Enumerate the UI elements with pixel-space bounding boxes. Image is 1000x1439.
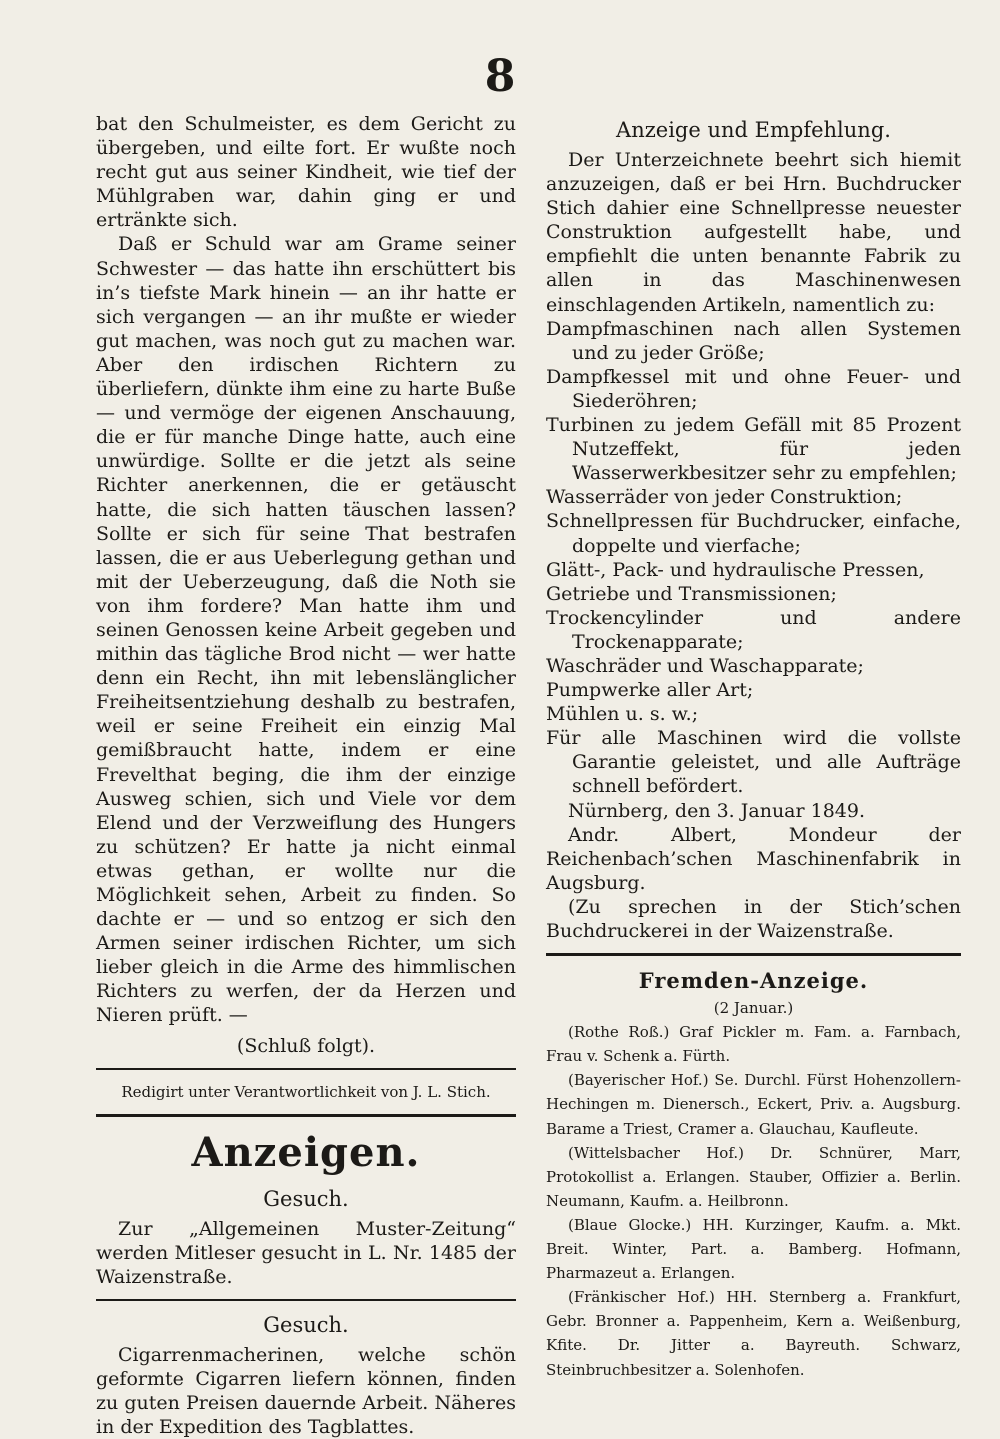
list-item: Dampfkessel mit und ohne Feuer- und Siederöhren;	[546, 365, 961, 412]
list-item: Glätt-, Pack- und hydraulische Pressen,	[546, 558, 925, 581]
ad-text: Zur „Allgemeinen Muster-Zeitung“ werden Mitleser gesucht in L. Nr. 1485 der Waizenstraße.	[96, 1217, 516, 1288]
list-item: Turbinen zu jedem Gefäll mit 85 Prozent Nutzeffekt, für jeden Wasserwerkbesitzer sehr zu empfehlen;	[546, 414, 961, 485]
story-paragraph: Daß er Schuld war am Grame seiner Schwester — das hatte ihn erschüttert bis in’s tiefste Mark hinein — an ihr hatte er sich vergangen — an ihr mußte er wieder gut machen, was noch gut zu machen war. Aber den irdischen Richtern zu überliefern, dünkte ihm eine zu harte Buße — und vermöge der eigenen Anschauung, die er für manche Dinge hatte, auch eine unwürdige. Sollte er die jetzt als seine Richter anerkennen, die er getäuscht hatte, die sich hatten täuschen lassen? Sollte er sich für seine That bestrafen lassen, die er aus Ueberlegung gethan und mit der Ueberzeugung, daß die Noth sie von ihm fordere? Man hatte ihm und seinen Genossen keine Arbeit gegeben und mithin das tägliche Brod nicht — wer hatte denn ein Recht, ihn mit lebenslänglicher Freiheitsentziehung deshalb zu bestrafen, weil er seine Freiheit ein einzig Mal gemißbraucht hatte, indem er eine Frevelthat beging, die ihm der einzige Ausweg schien, sich und Viele vor dem Elend und der Verzweiflung des Hungers zu schützen? Er hatte ja nicht einmal etwas gethan, er wollte nur die Möglichkeit sehen, Arbeit zu finden. So dachte er — und so entzog er sich den Armen seiner irdischen Richter, um sich lieber gleich in die Arme des himmlischen Richters zu werfen, der da Herzen und Nieren prüft. —	[96, 233, 516, 1027]
list-item: Pumpwerke aller Art;	[546, 679, 754, 702]
ad-text: Cigarrenmacherinen, welche schön geformte Cigarren liefern können, finden zu guten Preisen dauernde Arbeit. Näheres in der Expedition des Tagblattes.	[96, 1344, 516, 1439]
list-item: Wasserräder von jeder Construktion;	[546, 486, 903, 509]
fremden-entry: (Fränkischer Hof.) HH. Sternberg a. Frankfurt, Gebr. Bronner a. Pappenheim, Kern a. Weißenburg, Kfite. Dr. Jitter a. Bayreuth. Schwarz, Steinbruchbesitzer a. Solenhofen.	[546, 1288, 961, 1379]
list-item: Waschräder und Waschapparate;	[546, 654, 864, 677]
list-item: Mühlen u. s. w.;	[546, 703, 699, 726]
list-item: Trockencylinder und andere Trockenapparate;	[546, 606, 961, 653]
ad-guarantee: Für alle Maschinen wird die vollste Garantie geleistet, und alle Aufträge schnell befördert.	[546, 727, 961, 798]
ad-contact: (Zu sprechen in der Stich’schen Buchdruckerei in der Waizenstraße.	[546, 895, 961, 942]
fremden-entry: (Bayerischer Hof.) Se. Durchl. Fürst Hohenzollern-Hechingen m. Dienersch., Eckert, Priv. a. Augsburg. Barame a Triest, Cramer a. Glauchau, Kaufleute.	[546, 1071, 961, 1138]
ad-date: Nürnberg, den 3. Januar 1849.	[568, 799, 866, 822]
divider	[96, 1114, 516, 1117]
to-be-continued-note: (Schluß folgt).	[236, 1034, 376, 1057]
ad-title: Anzeige und Empfehlung.	[616, 118, 891, 142]
ad-signature: Andr. Albert, Mondeur der Reichenbach’schen Maschinenfabrik in Augsburg.	[546, 823, 961, 894]
fremden-heading: Fremden-Anzeige.	[638, 968, 869, 994]
story-paragraph: bat den Schulmeister, es dem Gericht zu übergeben, und eilte fort. Er wußte noch recht gut aus seiner Kindheit, wie tief der Mühlgraben war, dahin ging er und ertränkte sich.	[96, 113, 516, 232]
page-number: 8	[484, 51, 516, 102]
ads-heading: Anzeigen.	[191, 1128, 421, 1176]
list-item: Dampfmaschinen nach allen Systemen und zu jeder Größe;	[546, 317, 961, 364]
fremden-entry: (Wittelsbacher Hof.) Dr. Schnürer, Marr, Protokollist a. Erlangen. Stauber, Offizier a. Berlin. Neumann, Kaufm. a. Heilbronn.	[546, 1143, 961, 1210]
fremden-date: (2 Januar.)	[713, 999, 794, 1018]
list-item: Getriebe und Transmissionen;	[546, 582, 837, 605]
fremden-entry: (Blaue Glocke.) HH. Kurzinger, Kaufm. a. Mkt. Breit. Winter, Part. a. Bamberg. Hofmann, Pharmazeut a. Erlangen.	[546, 1215, 961, 1283]
right-column	[546, 112, 961, 1382]
ad-title: Gesuch.	[263, 1186, 349, 1211]
machine-list	[546, 317, 961, 727]
redaction-line: Redigirt unter Verantwortlichkeit von J. L. Stich.	[121, 1082, 491, 1101]
fremden-entry: (Rothe Roß.) Graf Pickler m. Fam. a. Farnbach, Frau v. Schenk a. Fürth.	[546, 1023, 961, 1066]
divider	[96, 1299, 516, 1301]
list-item: Schnellpressen für Buchdrucker, einfache, doppelte und vierfache;	[546, 510, 961, 557]
fremden-list	[546, 1020, 961, 1381]
left-column	[96, 112, 516, 1439]
ad-intro: Der Unterzeichnete beehrt sich hiemit anzuzeigen, daß er bei Hrn. Buchdrucker Stich dahier eine Schnellpresse neuester Construktion aufgestellt habe, und empfiehlt die unten benannte Fabrik zu allen in das Maschinenwesen einschlagenden Artikeln, namentlich zu:	[546, 149, 961, 316]
divider	[96, 1068, 516, 1070]
divider	[546, 953, 961, 956]
ad-title: Gesuch.	[263, 1313, 349, 1338]
